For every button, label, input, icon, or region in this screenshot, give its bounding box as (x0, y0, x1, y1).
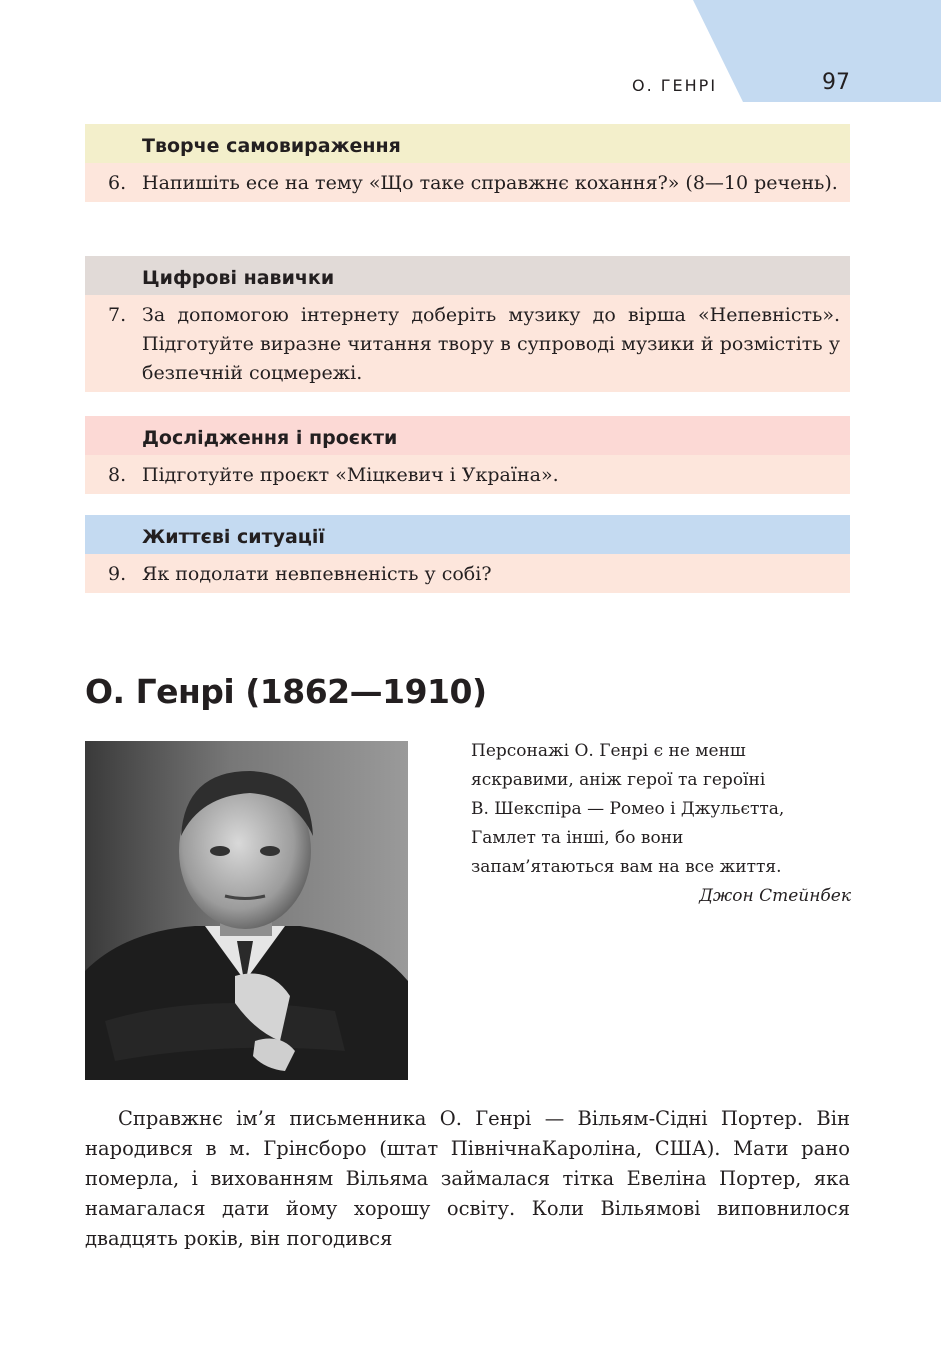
task-block-creative (85, 124, 850, 202)
running-head: О. ГЕНРІ (632, 76, 718, 95)
task-heading: Дослідження і проєкти (85, 416, 850, 455)
task-text: Як подолати невпевненість у собі? (142, 563, 492, 585)
epigraph-line: Гамлет та інші, бо вони (471, 828, 684, 848)
epigraph-author: Джон Стейнбек (699, 886, 851, 906)
section-title: О. Генрі (1862—1910) (85, 672, 487, 711)
task-body (85, 295, 850, 392)
task-number: 7. (108, 304, 127, 326)
task-heading: Цифрові навички (85, 256, 850, 295)
task-body (85, 554, 850, 593)
task-heading: Творче самовираження (85, 124, 850, 163)
task-number: 8. (108, 464, 127, 486)
portrait-illustration (85, 741, 408, 1080)
body-paragraph: Справжнє ім’я письменника О. Генрі — Вільям-Сідні Портер. Він народився в м. Грінсборо (штат ПівнічнаКароліна, США). Мати рано померла, і вихованням Вільяма займалася тітка Евеліна Портер, яка намагалася дати йому хорошу освіту. Коли Вільямові виповнилося двадцять років, він погодився (85, 1107, 850, 1250)
task-number: 6. (108, 172, 127, 194)
task-block-life (85, 515, 850, 593)
task-text: За допомогою інтернету доберіть музику до вірша «Непевність». Підготуйте виразне читання твору в супроводі музики й розмістіть у безпечній соцмережі. (142, 304, 840, 384)
task-block-research (85, 416, 850, 494)
epigraph-line: запам’ятаються вам на все життя. (471, 857, 782, 877)
task-block-digital (85, 256, 850, 392)
page-corner-tab (693, 0, 941, 102)
task-heading: Життєві ситуації (85, 515, 850, 554)
epigraph-line: Персонажі О. Генрі є не менш (471, 741, 746, 761)
epigraph (471, 737, 851, 911)
author-portrait (85, 741, 408, 1080)
task-body (85, 455, 850, 494)
epigraph-line: яскравими, аніж герої та героїні (471, 770, 766, 790)
task-number: 9. (108, 563, 127, 585)
task-body (85, 163, 850, 202)
task-text: Підготуйте проєкт «Міцкевич і Україна». (142, 464, 559, 486)
task-text: Напишіть есе на тему «Що таке справжнє кохання?» (8—10 речень). (142, 172, 838, 194)
page-number: 97 (822, 70, 850, 95)
epigraph-line: В. Шекспіра — Ромео і Джульєтта, (471, 799, 785, 819)
